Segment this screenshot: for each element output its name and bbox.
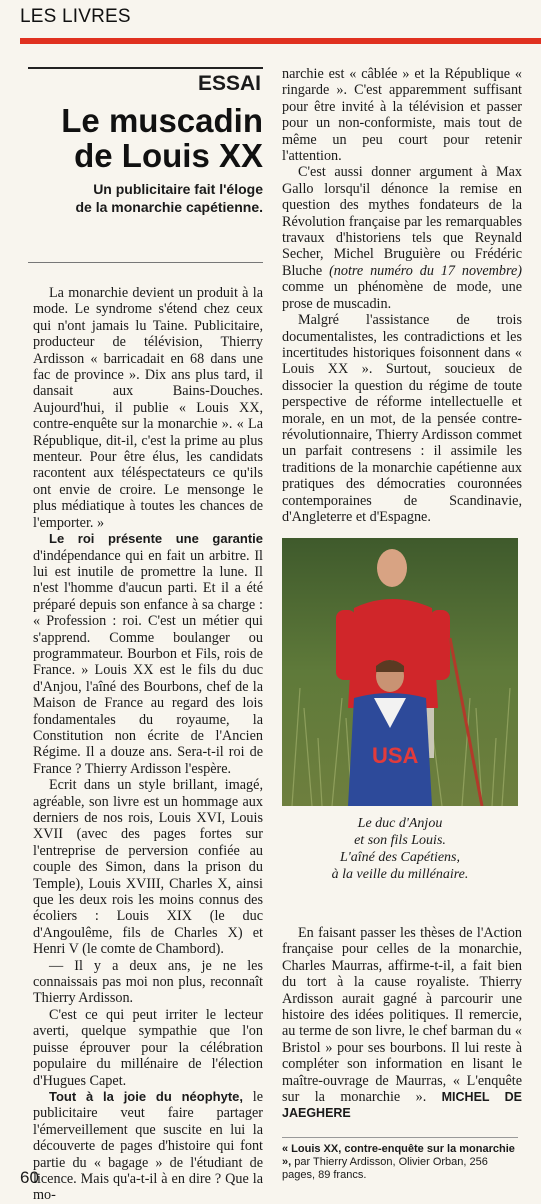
paragraph-text: d'indépendance qui en fait un arbitre. Il lui est inutile de promettre la lune. Il n'est l'homme d'aucun parti. Et il a été préparé depuis son enfance à sa charge : « Profession : roi. C'est un métier qui s'apprend. Comme boulanger ou programmateur. Bourbon et Fils, rois de France. » Louis XX est le fils du duc d'Anjou, l'aîné des Bourbons, chef de la Maison de France au regard des lois fondamentales du royaume, la Constitution non écrite de l'Ancien Régime. Il a douze ans. Sera-t-il roi de France ? Thierry Ardisson l'espère. [33, 547, 263, 777]
paragraph-lead-in: Le roi présente une garantie [49, 531, 263, 547]
kicker-rule [28, 67, 263, 69]
book-details: par Thierry Ardisson, Olivier Orban, 256 pages, 89 francs. [282, 1156, 488, 1181]
book-title: « Louis XX, contre-enquête sur la monarchie », [282, 1143, 515, 1168]
footnote-rule [282, 1137, 518, 1138]
caption-line: L'aîné des Capétiens, [339, 850, 461, 865]
paragraph: Malgré l'assistance de trois documentalistes, les contradictions et les incertitudes historiques foisonnent dans « Louis XX ». Surtout, soucieux de dissocier la question du régime de toute perspective de réforme intellectuelle et morale, en un mot, de la pensée contre-révolutionnaire, Thierry Ardisson commet un parfait contresens : il assimile les traditions de la monarchie capétienne aux pratiques des démocraties couronnées contemporaines de Scandinavie, d'Angleterre et d'Espagne. [282, 312, 522, 525]
article-column-3 [282, 925, 522, 1122]
section-accent-rule [20, 38, 541, 44]
paragraph: La monarchie devient un produit à la mode. Le syndrome s'étend chez ceux qui n'ont jamais lu Taine. Publicitaire, producteur de télévision, Thierry Ardisson « barricadait en 68 dans une fac de province ». Dix ans plus tard, il dansait aux Bains-Douches. Aujourd'hui, il publie « Louis XX, contre-enquête sur la monarchie ». « La République, dit-il, c'est la prime au plus menteur. Pour être élus, les candidats racontent aux téléspectateurs ce qu'ils ont envie de croire. Le mensonge le plus médiatique à toutes les chances de l'emporter. » [33, 285, 263, 531]
caption-line: et son fils Louis. [354, 833, 446, 848]
title-line-1: Le muscadin [61, 102, 263, 139]
title-line-2: de Louis XX [74, 137, 263, 174]
paragraph-text: En faisant passer les thèses de l'Action française pour celles de la monarchie, Charles Maurras, affirme-t-il, a fait bien du tort à la cause royaliste. Thierry Ardisson aurait gagné à parcourir une histoire des idées politiques. Il remercie, au terme de son livre, le chef barman du « Bristol » pour ses bourbons. Il lui reste à compléter son information en lisant le maître-ouvrage de Maurras, « L'enquête sur la monarchie ». [282, 925, 522, 1106]
caption-line: à la veille du millénaire. [331, 867, 469, 882]
paragraph [33, 531, 263, 777]
svg-text:USA: USA [372, 743, 419, 768]
article-title [28, 103, 263, 173]
paragraph [33, 1089, 263, 1204]
article-subtitle [28, 180, 263, 216]
paragraph-text: comme un phénomène de mode, une prose de muscadin. [282, 279, 522, 312]
page-number: 60 [20, 1168, 39, 1187]
paragraph-text: le publicitaire veut faire partager l'émerveillement que suscite en lui la découverte de pages d'histoire qui font partie du « bagage » de l'étudiant de licence. Mais qu'a-t-il à en dire ? Que la mo- [33, 1088, 263, 1204]
paragraph-text: C'est aussi donner argument à Max Gallo lorsqu'il dénonce la remise en question des mythes fondateurs de la Révolution française par les remarquables travaux d'historiens tels que Reynald Secher, Michel Bruguière ou Frédéric Bluche [282, 164, 522, 279]
subtitle-line-2: de la monarchie capétienne. [75, 199, 263, 215]
paragraph: Ecrit dans un style brillant, imagé, agréable, son livre est un hommage aux derniers de nos rois, Louis XVI, Louis XVII (avec des pages fortes sur l'entreprise de perversion confiée au couple des Simon, dans la prison du Temple), Louis XVIII, Charles X, ainsi que les deux rois les moins connus des écoliers : Louis XIX (le duc d'Angoulême, fils de Charles X) et Henri V (le comte de Chambord). [33, 777, 263, 958]
intro-divider [28, 262, 263, 263]
paragraph-reference: (notre numéro du 17 novembre) [329, 262, 523, 279]
photo-caption [282, 815, 518, 883]
article-column-2 [282, 66, 522, 525]
caption-line: Le duc d'Anjou [357, 816, 443, 831]
paragraph: C'est ce qui peut irriter le lecteur averti, quelque sympathie que l'on puisse éprouver pour la célébration populaire du millénaire de l'élection d'Hugues Capet. [33, 1006, 263, 1089]
article-kicker: ESSAI [197, 72, 261, 95]
author-signature: MICHEL DE JAEGHERE [282, 1090, 523, 1121]
section-rubric: LES LIVRES [20, 6, 131, 27]
paragraph [282, 164, 522, 312]
duke-photo [282, 538, 518, 806]
article-column-1 [33, 285, 263, 1204]
paragraph [282, 925, 522, 1122]
photo-illustration [282, 538, 518, 806]
paragraph: — Il y a deux ans, je ne les connaissais pas moi non plus, reconnaît Thierry Ardisson. [33, 957, 263, 1007]
book-reference [282, 1143, 522, 1182]
paragraph: narchie est « câblée » et la République « ringarde ». C'est apparemment suffisant pour être invité à la télévision et passer pour un non-conformiste, mais tout de même un peu court pour retenir l'attention. [282, 66, 522, 165]
subtitle-line-1: Un publicitaire fait l'éloge [93, 181, 263, 197]
paragraph-lead-in: Tout à la joie du néophyte, [49, 1088, 243, 1104]
